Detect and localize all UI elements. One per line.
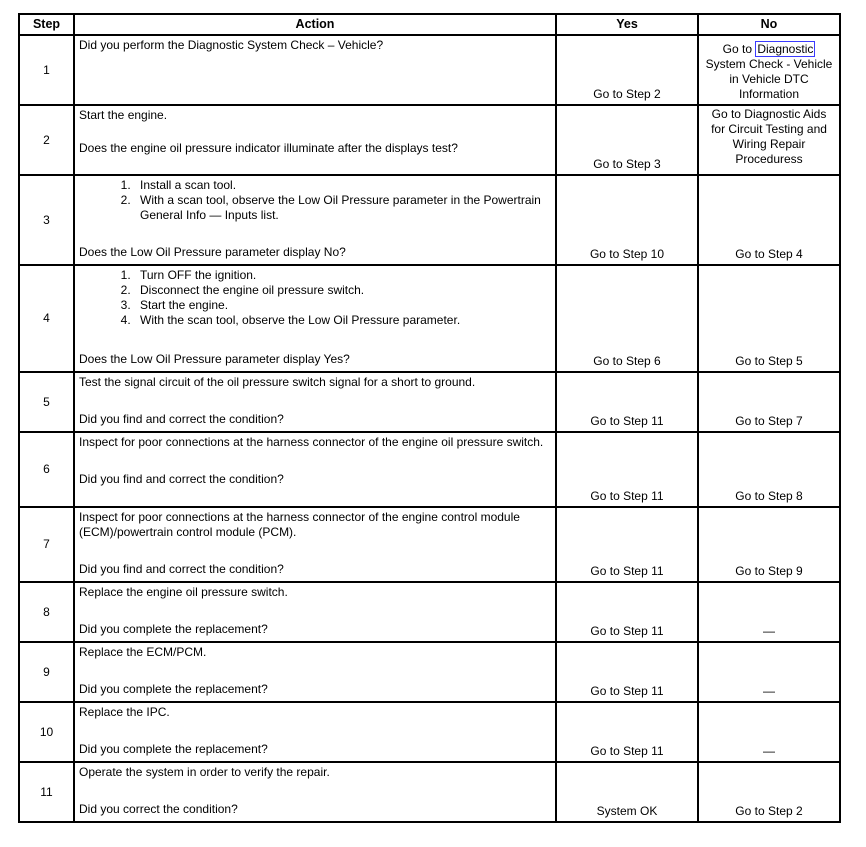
no-text: System Check - Vehicle in Vehicle DTC Information bbox=[705, 57, 833, 101]
action-question: Did you complete the replacement? bbox=[79, 622, 268, 636]
yes-cell: Go to Step 3 bbox=[556, 105, 698, 175]
step-number: 6 bbox=[19, 432, 74, 507]
table-row bbox=[19, 265, 840, 372]
step-number: 8 bbox=[19, 582, 74, 642]
step-number: 9 bbox=[19, 642, 74, 702]
action-question: Did you find and correct the condition? bbox=[79, 562, 284, 576]
action-step: 1. Turn OFF the ignition. bbox=[134, 268, 551, 283]
action-question: Did you find and correct the condition? bbox=[79, 472, 284, 486]
table-row bbox=[19, 582, 840, 642]
no-cell: Go to Step 5 bbox=[698, 265, 840, 372]
table-row bbox=[19, 702, 840, 762]
step-number: 1 bbox=[19, 35, 74, 105]
step-number: 5 bbox=[19, 372, 74, 432]
no-cell: Go to Step 2 bbox=[698, 762, 840, 822]
table-row bbox=[19, 762, 840, 822]
action-question: Does the Low Oil Pressure parameter display Yes? bbox=[79, 352, 350, 366]
action-question: Does the engine oil pressure indicator illuminate after the displays test? bbox=[79, 141, 458, 155]
yes-cell: Go to Step 11 bbox=[556, 372, 698, 432]
diagnostic-link[interactable]: Diagnostic bbox=[757, 42, 814, 56]
no-cell: Go to Step 9 bbox=[698, 507, 840, 582]
action-cell bbox=[74, 762, 556, 822]
diagnostic-table bbox=[18, 13, 841, 823]
action-instruction: Replace the engine oil pressure switch. bbox=[79, 585, 288, 599]
action-instruction: Operate the system in order to verify the repair. bbox=[79, 765, 330, 779]
step-number: 10 bbox=[19, 702, 74, 762]
action-cell bbox=[74, 432, 556, 507]
table-row bbox=[19, 507, 840, 582]
action-instruction: Test the signal circuit of the oil pressure switch signal for a short to ground. bbox=[79, 375, 476, 389]
step-number: 11 bbox=[19, 762, 74, 822]
yes-cell: Go to Step 11 bbox=[556, 702, 698, 762]
no-cell bbox=[698, 35, 840, 105]
yes-cell: System OK bbox=[556, 762, 698, 822]
action-instruction: Replace the IPC. bbox=[79, 705, 170, 719]
yes-cell: Go to Step 2 bbox=[556, 35, 698, 105]
action-steps-list bbox=[79, 178, 551, 223]
action-step: 2. With a scan tool, observe the Low Oil Pressure parameter in the Powertrain General Info — Inputs list. bbox=[134, 193, 551, 223]
action-cell bbox=[74, 507, 556, 582]
yes-cell: Go to Step 11 bbox=[556, 642, 698, 702]
action-cell bbox=[74, 265, 556, 372]
action-step: 4. With the scan tool, observe the Low Oil Pressure parameter. bbox=[134, 313, 551, 328]
yes-cell: Go to Step 11 bbox=[556, 582, 698, 642]
no-cell: Go to Step 7 bbox=[698, 372, 840, 432]
action-cell bbox=[74, 372, 556, 432]
action-cell bbox=[74, 582, 556, 642]
action-question: Did you complete the replacement? bbox=[79, 742, 268, 756]
action-instruction: Inspect for poor connections at the harness connector of the engine control module (ECM)/powertrain control module (PCM). bbox=[79, 510, 520, 539]
header-action: Action bbox=[74, 14, 556, 35]
no-cell: — bbox=[698, 582, 840, 642]
action-cell bbox=[74, 175, 556, 265]
header-yes: Yes bbox=[556, 14, 698, 35]
action-cell bbox=[74, 642, 556, 702]
step-number: 2 bbox=[19, 105, 74, 175]
action-cell bbox=[74, 105, 556, 175]
action-instruction: Inspect for poor connections at the harness connector of the engine oil pressure switch. bbox=[79, 435, 544, 449]
action-question: Did you find and correct the condition? bbox=[79, 412, 284, 426]
action-instruction: Replace the ECM/PCM. bbox=[79, 645, 207, 659]
table-row bbox=[19, 35, 840, 105]
action-instruction: Start the engine. bbox=[79, 108, 168, 122]
action-question: Did you complete the replacement? bbox=[79, 682, 268, 696]
action-question: Did you correct the condition? bbox=[79, 802, 238, 816]
step-number: 3 bbox=[19, 175, 74, 265]
action-step: 3. Start the engine. bbox=[134, 298, 551, 313]
no-cell: Go to Step 8 bbox=[698, 432, 840, 507]
action-question: Did you perform the Diagnostic System Check – Vehicle? bbox=[79, 38, 384, 52]
action-cell bbox=[74, 35, 556, 105]
table-row bbox=[19, 105, 840, 175]
action-step: 1. Install a scan tool. bbox=[134, 178, 551, 193]
yes-cell: Go to Step 11 bbox=[556, 507, 698, 582]
yes-cell: Go to Step 11 bbox=[556, 432, 698, 507]
yes-cell: Go to Step 10 bbox=[556, 175, 698, 265]
no-cell: — bbox=[698, 642, 840, 702]
header-no: No bbox=[698, 14, 840, 35]
action-question: Does the Low Oil Pressure parameter display No? bbox=[79, 245, 346, 259]
no-cell: Go to Step 4 bbox=[698, 175, 840, 265]
no-prefix: Go to bbox=[722, 42, 756, 56]
step-number: 7 bbox=[19, 507, 74, 582]
header-row bbox=[19, 14, 840, 35]
step-number: 4 bbox=[19, 265, 74, 372]
action-steps-list bbox=[79, 268, 551, 328]
header-step: Step bbox=[19, 14, 74, 35]
table-row bbox=[19, 175, 840, 265]
no-cell: — bbox=[698, 702, 840, 762]
yes-cell: Go to Step 6 bbox=[556, 265, 698, 372]
table-row bbox=[19, 372, 840, 432]
table-row bbox=[19, 432, 840, 507]
action-cell bbox=[74, 702, 556, 762]
table-row bbox=[19, 642, 840, 702]
action-step: 2. Disconnect the engine oil pressure switch. bbox=[134, 283, 551, 298]
no-cell: Go to Diagnostic Aids for Circuit Testing and Wiring Repair Proceduress bbox=[698, 105, 840, 175]
